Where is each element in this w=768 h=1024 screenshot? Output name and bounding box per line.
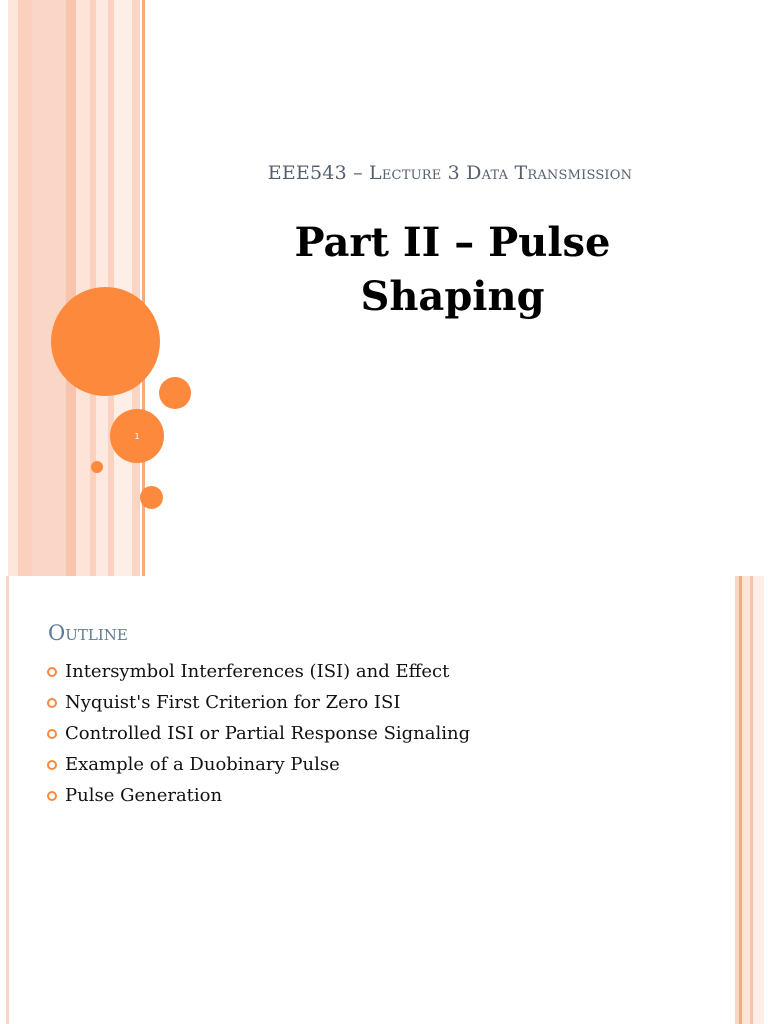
slide-number-circle [110, 409, 164, 463]
outline-list [47, 656, 470, 811]
bullet-icon [47, 791, 57, 801]
decorative-stripe [742, 576, 750, 1024]
decorative-stripe [6, 576, 9, 1024]
slide-title [190, 216, 715, 324]
list-item [47, 656, 470, 687]
bullet-icon [47, 729, 57, 739]
decorative-stripe [76, 0, 90, 576]
list-item-text: Example of a Duobinary Pulse [65, 754, 340, 775]
bullet-icon [47, 667, 57, 677]
decorative-stripe [132, 0, 140, 576]
slide-number: 1 [134, 431, 140, 441]
decorative-stripe [753, 576, 764, 1024]
decorative-stripe [8, 0, 18, 576]
list-item-text: Controlled ISI or Partial Response Signaling [65, 723, 471, 744]
decorative-stripe [18, 0, 32, 576]
list-item [47, 749, 470, 780]
decorative-circle-large [51, 287, 160, 396]
list-item [47, 687, 470, 718]
decorative-circle-medium [159, 377, 191, 409]
decorative-stripe [66, 0, 76, 576]
slide-title-line1: Part II – Pulse [294, 219, 611, 266]
bullet-icon [47, 698, 57, 708]
list-item-text: Nyquist's First Criterion for Zero ISI [65, 692, 401, 713]
list-item [47, 780, 470, 811]
decorative-stripe [32, 0, 66, 576]
slide-subtitle: EEE543 – Lecture 3 Data Transmission [267, 162, 633, 184]
outline-heading: Outline [48, 621, 128, 645]
list-item [47, 718, 470, 749]
decorative-circle-small [140, 486, 163, 509]
list-item-text: Pulse Generation [65, 785, 223, 806]
list-item-text: Intersymbol Interferences (ISI) and Effect [65, 661, 450, 682]
decorative-circle-tiny [91, 461, 103, 473]
slide-title-line2: Shaping [360, 273, 545, 320]
bullet-icon [47, 760, 57, 770]
